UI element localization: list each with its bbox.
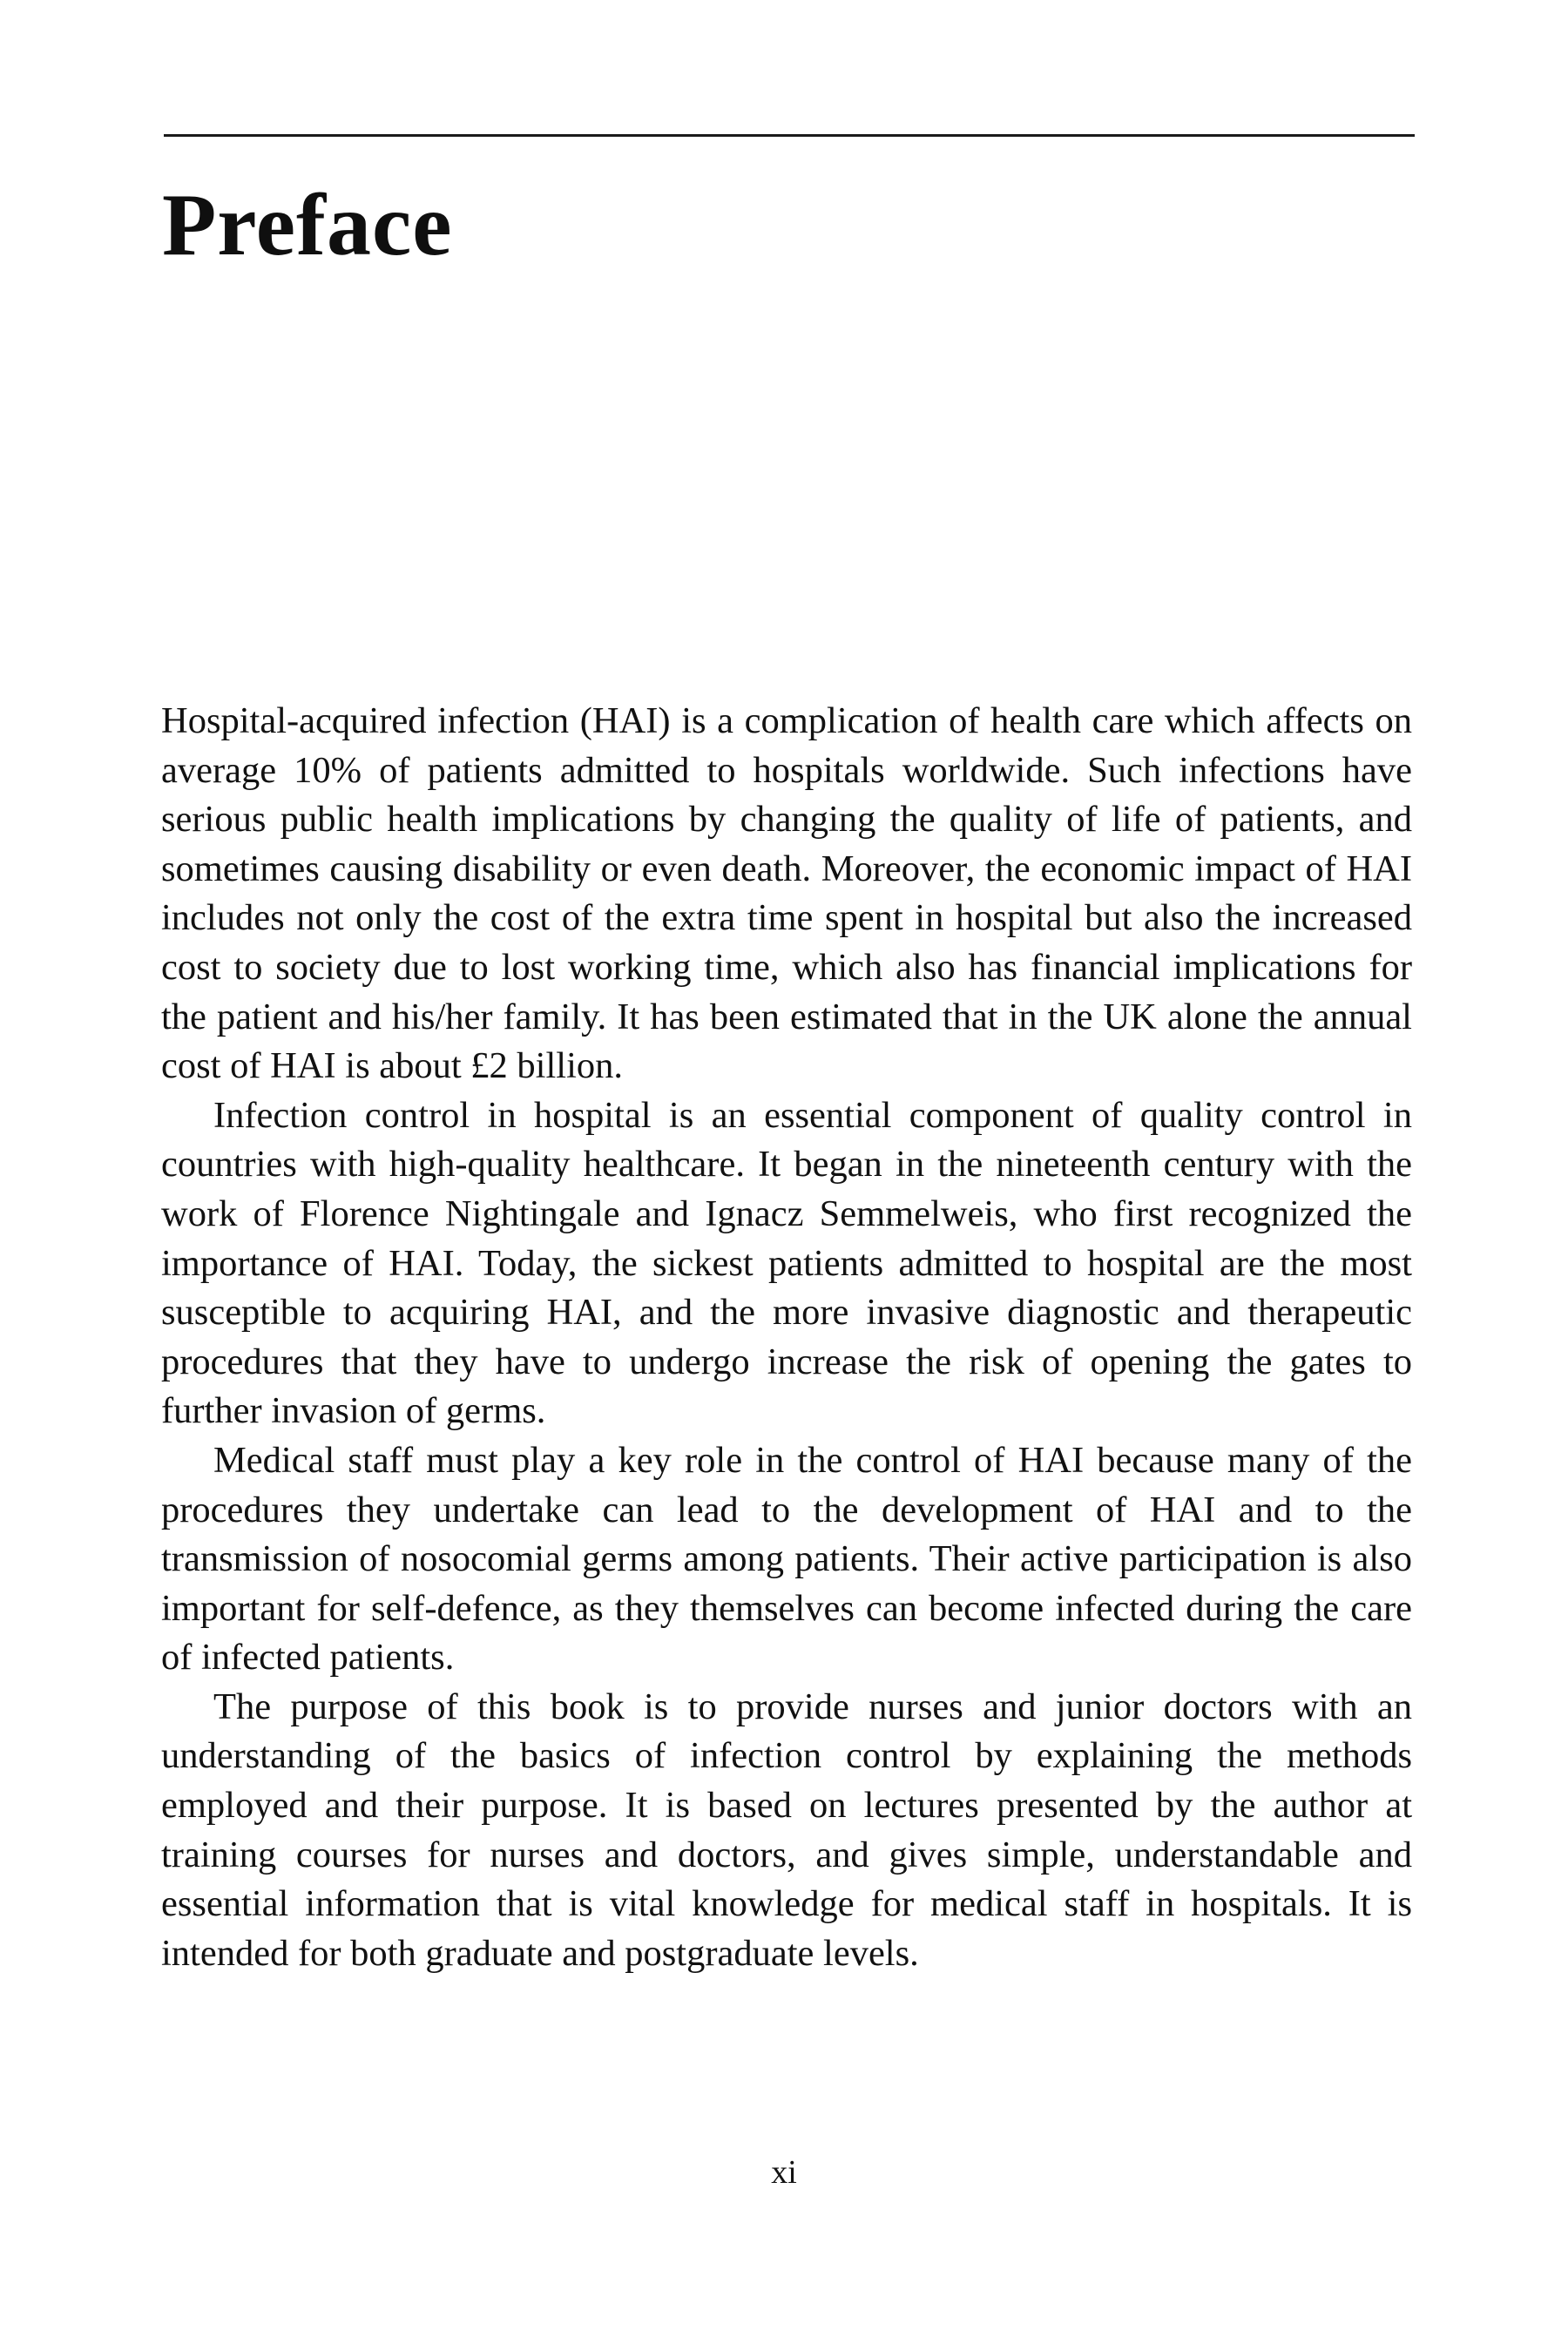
paragraph-3: Medical staff must play a key role in the control of HAI because many of the procedures they undertake can lead to the development of HAI and to the transmission of nosocomial germs among patients. Their active participation is also important for self-defence, as they themselves can become infected during the care of infected patients.: [161, 1439, 1412, 1679]
paragraph-4: The purpose of this book is to provide nurses and junior doctors with an understanding of the basics of infection control by explaining the methods employed and their purpose. It is based on lectures presented by the author at training courses for nurses and doctors, and gives simple, understandable and essential information that is vital knowledge for medical staff in hospitals. It is intended for both graduate and postgraduate levels.: [161, 1686, 1412, 1974]
top-rule-divider: [164, 134, 1415, 137]
page-number: xi: [771, 2154, 797, 2191]
paragraph-1: Hospital-acquired infection (HAI) is a complication of health care which affects on average 10% of patients admitted to hospitals worldwide. Such infections have serious public health implications by changing the quality of life of patients, and sometimes causing disability or even death. Moreover, the economic impact of HAI includes not only the cost of the extra time spent in hospital but also the increased cost to society due to lost working time, which also has financial implications for the patient and his/her family. It has been estimated that in the UK alone the annual cost of HAI is about £2 billion.: [161, 700, 1412, 1087]
paragraph-2: Infection control in hospital is an essential component of quality control in countries with high-quality healthcare. It began in the nineteenth century with the work of Florence Nightingale and Ignacz Semmelweis, who first recognized the importance of HAI. Today, the sickest patients admitted to hospital are the most susceptible to acquiring HAI, and the more invasive diagnostic and therapeutic procedures that they have to undergo increase the risk of opening the gates to further invasion of germs.: [161, 1094, 1412, 1432]
chapter-title: Preface: [162, 176, 453, 274]
preface-body: [161, 697, 1412, 1978]
